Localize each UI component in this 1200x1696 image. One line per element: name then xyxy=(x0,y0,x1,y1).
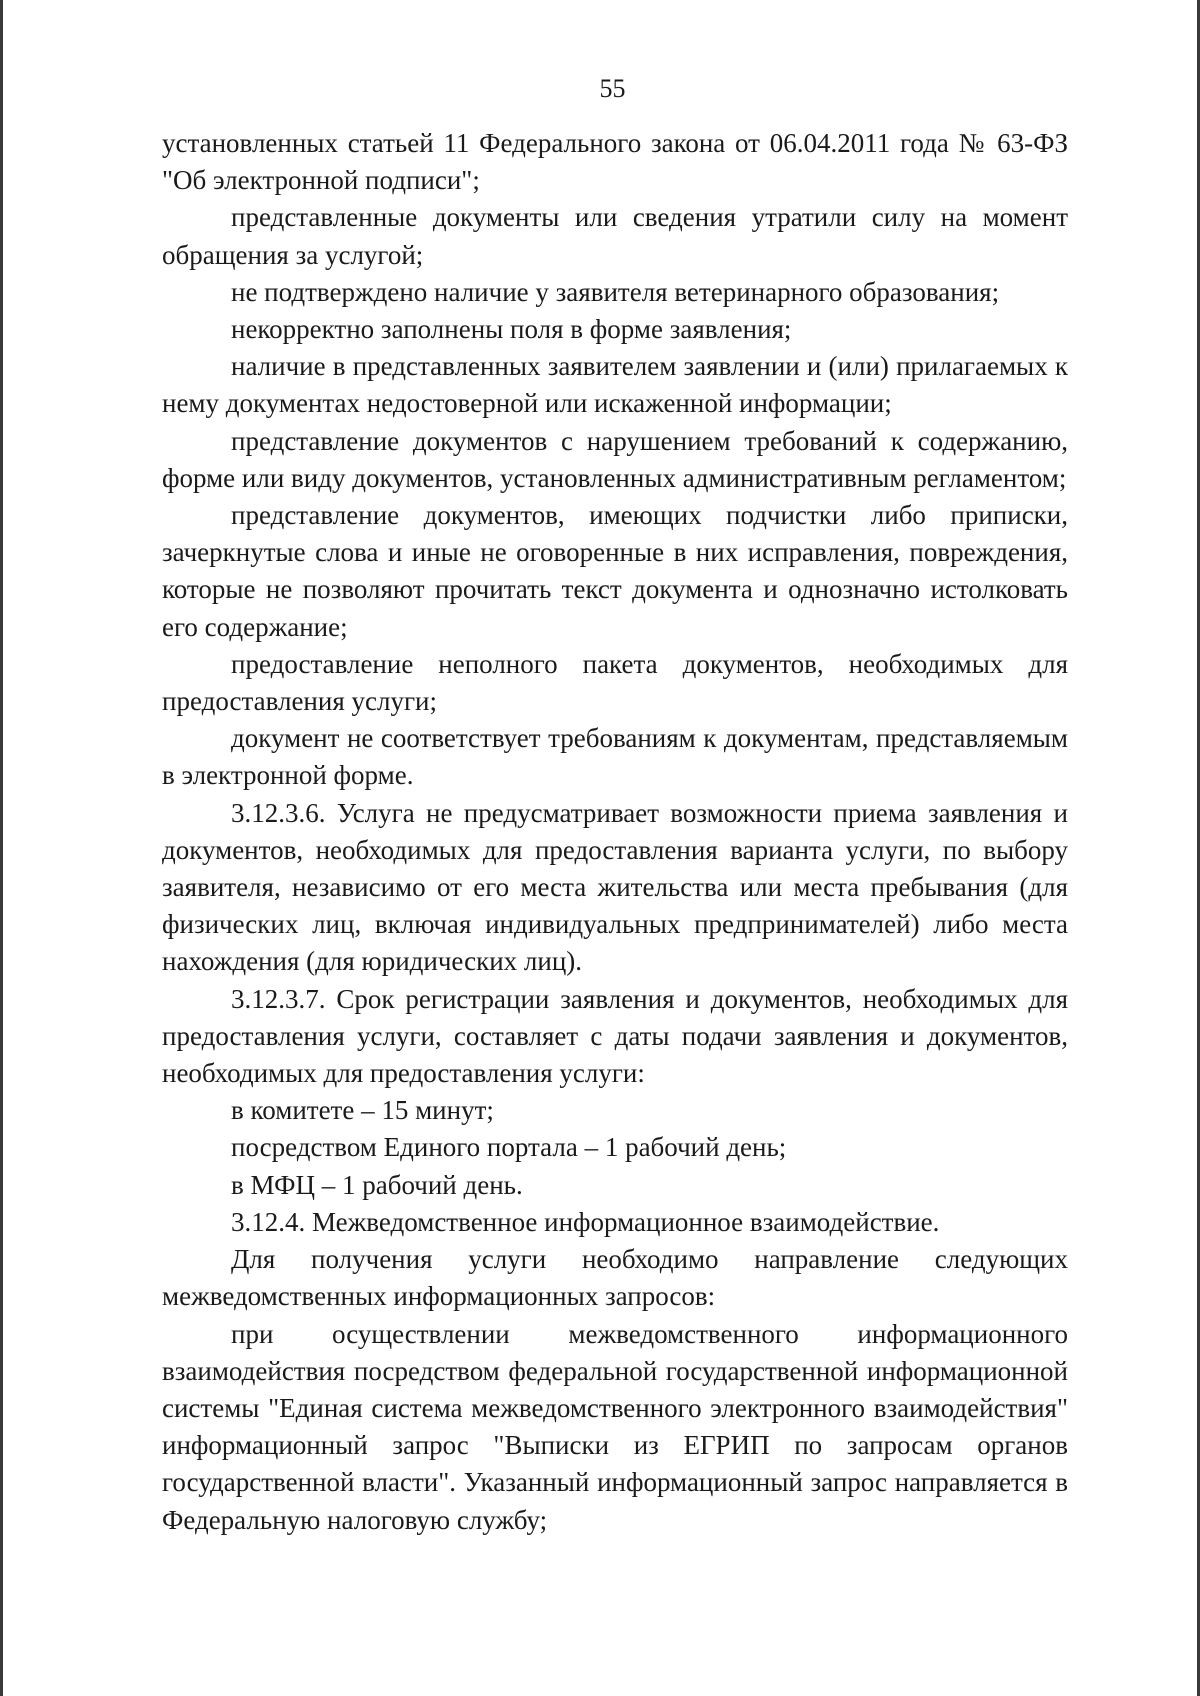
paragraph-section-3-12-3-6: 3.12.3.6. Услуга не предусматривает возможности приема заявления и документов, необходимых для предоставления варианта услуги, по выбору заявителя, независимо от его места жительства или места пребывания (для физических лиц, включая индивидуальных предпринимателей) либо места нахождения (для юридических лиц). xyxy=(162,797,1068,977)
document-body xyxy=(162,125,1068,1539)
paragraph-signature-continuation: установленных статьей 11 Федерального закона от 06.04.2011 года № 63-ФЗ "Об электронной подписи"; xyxy=(162,128,1068,196)
scan-edge-left xyxy=(0,0,3,1696)
paragraph-no-veterinary-education: не подтверждено наличие у заявителя ветеринарного образования; xyxy=(231,276,1000,307)
paragraph-section-3-12-3-7: 3.12.3.7. Срок регистрации заявления и документов, необходимых для предоставления услуги, составляет с даты подачи заявления и документов, необходимых для предоставления услуги: xyxy=(162,983,1068,1089)
paragraph-requests-needed: Для получения услуги необходимо направление следующих межведомственных информационных запросов: xyxy=(162,1244,1068,1312)
paragraph-erasures-corrections: представление документов, имеющих подчистки либо приписки, зачеркнутые слова и иные не оговоренные в них исправления, повреждения, которые не позволяют прочитать текст документа и однозначно истолковать его содержание; xyxy=(162,500,1068,642)
paragraph-electronic-form-mismatch: документ не соответствует требованиям к документам, представляемым в электронной форме. xyxy=(162,723,1068,791)
paragraph-incomplete-package: предоставление неполного пакета документов, необходимых для предоставления услуги; xyxy=(162,648,1068,717)
paragraph-term-portal: посредством Единого портала – 1 рабочий день; xyxy=(231,1132,787,1163)
paragraph-term-mfc: в МФЦ – 1 рабочий день. xyxy=(231,1169,523,1200)
paragraph-term-committee: в комитете – 15 минут; xyxy=(231,1095,494,1126)
paragraph-requirements-violation: представление документов с нарушением требований к содержанию, форме или виду документов, установленных административным регламентом; xyxy=(162,425,1068,493)
page-number: 55 xyxy=(599,74,626,103)
paragraph-section-3-12-4: 3.12.4. Межведомственное информационное взаимодействие. xyxy=(231,1206,940,1237)
paragraph-smev-request: при осуществлении межведомственного информационного взаимодействия посредством федеральной государственной информационной системы "Единая система межведомственного электронного взаимодействия" информационный запрос "Выписки из ЕГРИП по запросам органов государственной власти". Указанный информационный запрос направляется в Федеральную налоговую службу; xyxy=(162,1318,1068,1535)
paragraph-false-information: наличие в представленных заявителем заявлении и (или) прилагаемых к нему документах недостоверной или искаженной информации; xyxy=(162,351,1068,419)
paragraph-expired-documents: представленные документы или сведения утратили силу на момент обращения за услугой; xyxy=(162,202,1068,270)
paragraph-incorrect-fields: некорректно заполнены поля в форме заявления; xyxy=(231,314,792,345)
